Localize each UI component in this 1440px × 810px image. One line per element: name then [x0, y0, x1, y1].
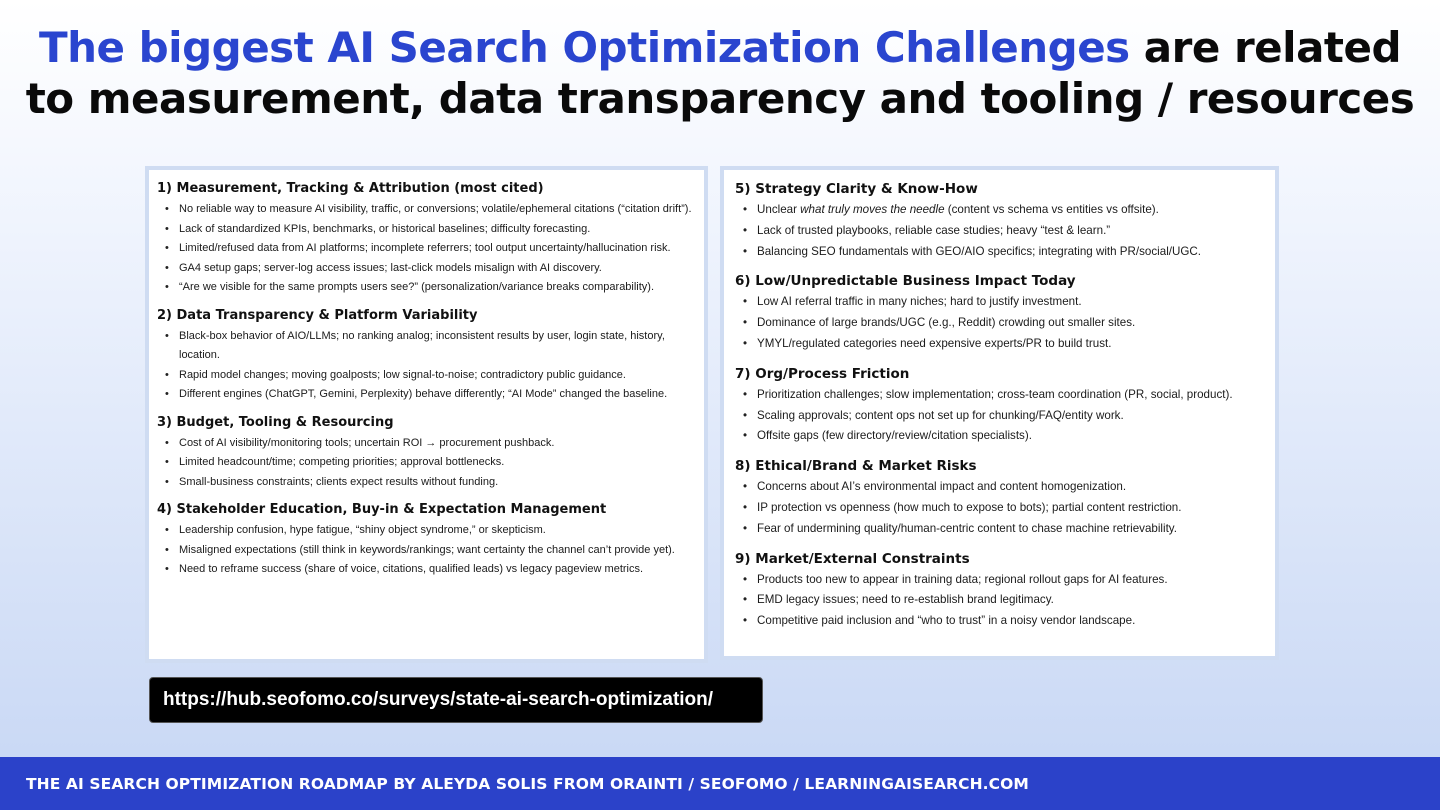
list-item: • Small-business constraints; clients expect results without funding. [179, 473, 692, 493]
list-item: • Leadership confusion, hype fatigue, “shiny object syndrome,” or skepticism. [179, 521, 692, 541]
list-item: • Cost of AI visibility/monitoring tools; uncertain ROI → procurement pushback. [179, 434, 692, 454]
bullet-list [157, 521, 692, 580]
item-text: Unclear [757, 203, 801, 216]
section-title: 9) Market/External Constraints [735, 550, 970, 567]
section-ethical-risks [735, 457, 1263, 539]
slide-headline [0, 22, 1440, 124]
list-item: • Offsite gaps (few directory/review/citation specialists). [757, 426, 1263, 447]
list-item: • Scaling approvals; content ops not set up for chunking/FAQ/entity work. [757, 406, 1263, 427]
section-title: 2) Data Transparency & Platform Variability [157, 307, 478, 323]
bullet-list [735, 200, 1263, 262]
list-item: • Misaligned expectations (still think in keywords/rankings; want certainty the channel can’t provide yet). [179, 541, 692, 561]
item-text: (content vs schema vs entities vs offsite). [944, 203, 1159, 216]
list-item: • Balancing SEO fundamentals with GEO/AIO specifics; integrating with PR/social/UGC. [757, 242, 1263, 263]
bullet-list [157, 327, 692, 405]
list-item: • “Are we visible for the same prompts users see?” (personalization/variance breaks comparability). [179, 278, 692, 298]
list-item: • Black-box behavior of AIO/LLMs; no ranking analog; inconsistent results by user, login state, history, location. [179, 327, 692, 366]
footer-banner [0, 757, 1440, 810]
bullet-list [735, 570, 1263, 632]
bullet-list [735, 477, 1263, 539]
list-item: • Low AI referral traffic in many niches; hard to justify investment. [757, 292, 1263, 313]
section-title: 1) Measurement, Tracking & Attribution (most cited) [157, 181, 544, 196]
section-stakeholder [157, 501, 692, 580]
list-item: • Lack of standardized KPIs, benchmarks, or historical baselines; difficulty forecasting. [179, 220, 692, 240]
right-panel [720, 166, 1279, 660]
section-business-impact [735, 272, 1263, 354]
bullet-list [157, 200, 692, 298]
left-panel [145, 166, 708, 663]
list-item: • Concerns about AI’s environmental impact and content homogenization. [757, 477, 1263, 498]
section-market-constraints [735, 550, 1263, 632]
list-item: • Products too new to appear in training data; regional rollout gaps for AI features. [757, 570, 1263, 591]
list-item: • Lack of trusted playbooks, reliable case studies; heavy “test & learn.” [757, 221, 1263, 242]
section-title: 4) Stakeholder Education, Buy-in & Expectation Management [157, 502, 607, 517]
headline-highlight: The biggest AI Search Optimization Challenges [38, 23, 1130, 72]
list-item: • Prioritization challenges; slow implementation; cross-team coordination (PR, social, product). [757, 385, 1263, 406]
list-item: • Limited headcount/time; competing priorities; approval bottlenecks. [179, 453, 692, 473]
section-budget [157, 414, 692, 493]
list-item: • Need to reframe success (share of voice, citations, qualified leads) vs legacy pageview metrics. [179, 560, 692, 580]
list-item: • IP protection vs openness (how much to expose to bots); partial content restriction. [757, 498, 1263, 519]
section-data-transparency [157, 307, 692, 405]
section-measurement [157, 180, 692, 298]
list-item: • Competitive paid inclusion and “who to trust” in a noisy vendor landscape. [757, 611, 1263, 632]
list-item: • EMD legacy issues; need to re-establish brand legitimacy. [757, 590, 1263, 611]
bullet-list [735, 385, 1263, 447]
list-item [757, 200, 1263, 221]
list-item: • No reliable way to measure AI visibility, traffic, or conversions; volatile/ephemeral citations (“citation drift”). [179, 200, 692, 220]
section-title: 7) Org/Process Friction [735, 365, 910, 382]
section-strategy [735, 180, 1263, 262]
headline-rest: are related [1129, 23, 1402, 72]
headline-line2: to measurement, data transparency and tooling / resources [25, 74, 1415, 123]
section-title: 5) Strategy Clarity & Know-How [735, 181, 978, 197]
list-item: • Dominance of large brands/UGC (e.g., Reddit) crowding out smaller sites. [757, 313, 1263, 334]
item-emphasis: what truly moves the needle [800, 203, 945, 216]
section-title: 3) Budget, Tooling & Resourcing [157, 414, 394, 430]
list-item: • GA4 setup gaps; server-log access issues; last-click models misalign with AI discovery. [179, 259, 692, 279]
list-item: • Limited/refused data from AI platforms; incomplete referrers; tool output uncertainty/hallucination risk. [179, 239, 692, 259]
section-org-process [735, 365, 1263, 447]
list-item: • YMYL/regulated categories need expensive experts/PR to build trust. [757, 334, 1263, 355]
footer-text: THE AI SEARCH OPTIMIZATION ROADMAP BY ALEYDA SOLIS FROM ORAINTI / SEOFOMO / LEARNINGAISEARCH.COM [26, 774, 1029, 793]
list-item: • Rapid model changes; moving goalposts; low signal-to-noise; contradictory public guidance. [179, 366, 692, 386]
bullet-list [157, 434, 692, 493]
list-item: • Fear of undermining quality/human-centric content to chase machine retrievability. [757, 519, 1263, 540]
section-title: 6) Low/Unpredictable Business Impact Today [735, 273, 1076, 290]
source-url-link[interactable]: https://hub.seofomo.co/surveys/state-ai-search-optimization/ [149, 677, 763, 723]
list-item: • Different engines (ChatGPT, Gemini, Perplexity) behave differently; “AI Mode” changed the baseline. [179, 385, 692, 405]
section-title: 8) Ethical/Brand & Market Risks [735, 458, 977, 475]
bullet-list [735, 292, 1263, 354]
